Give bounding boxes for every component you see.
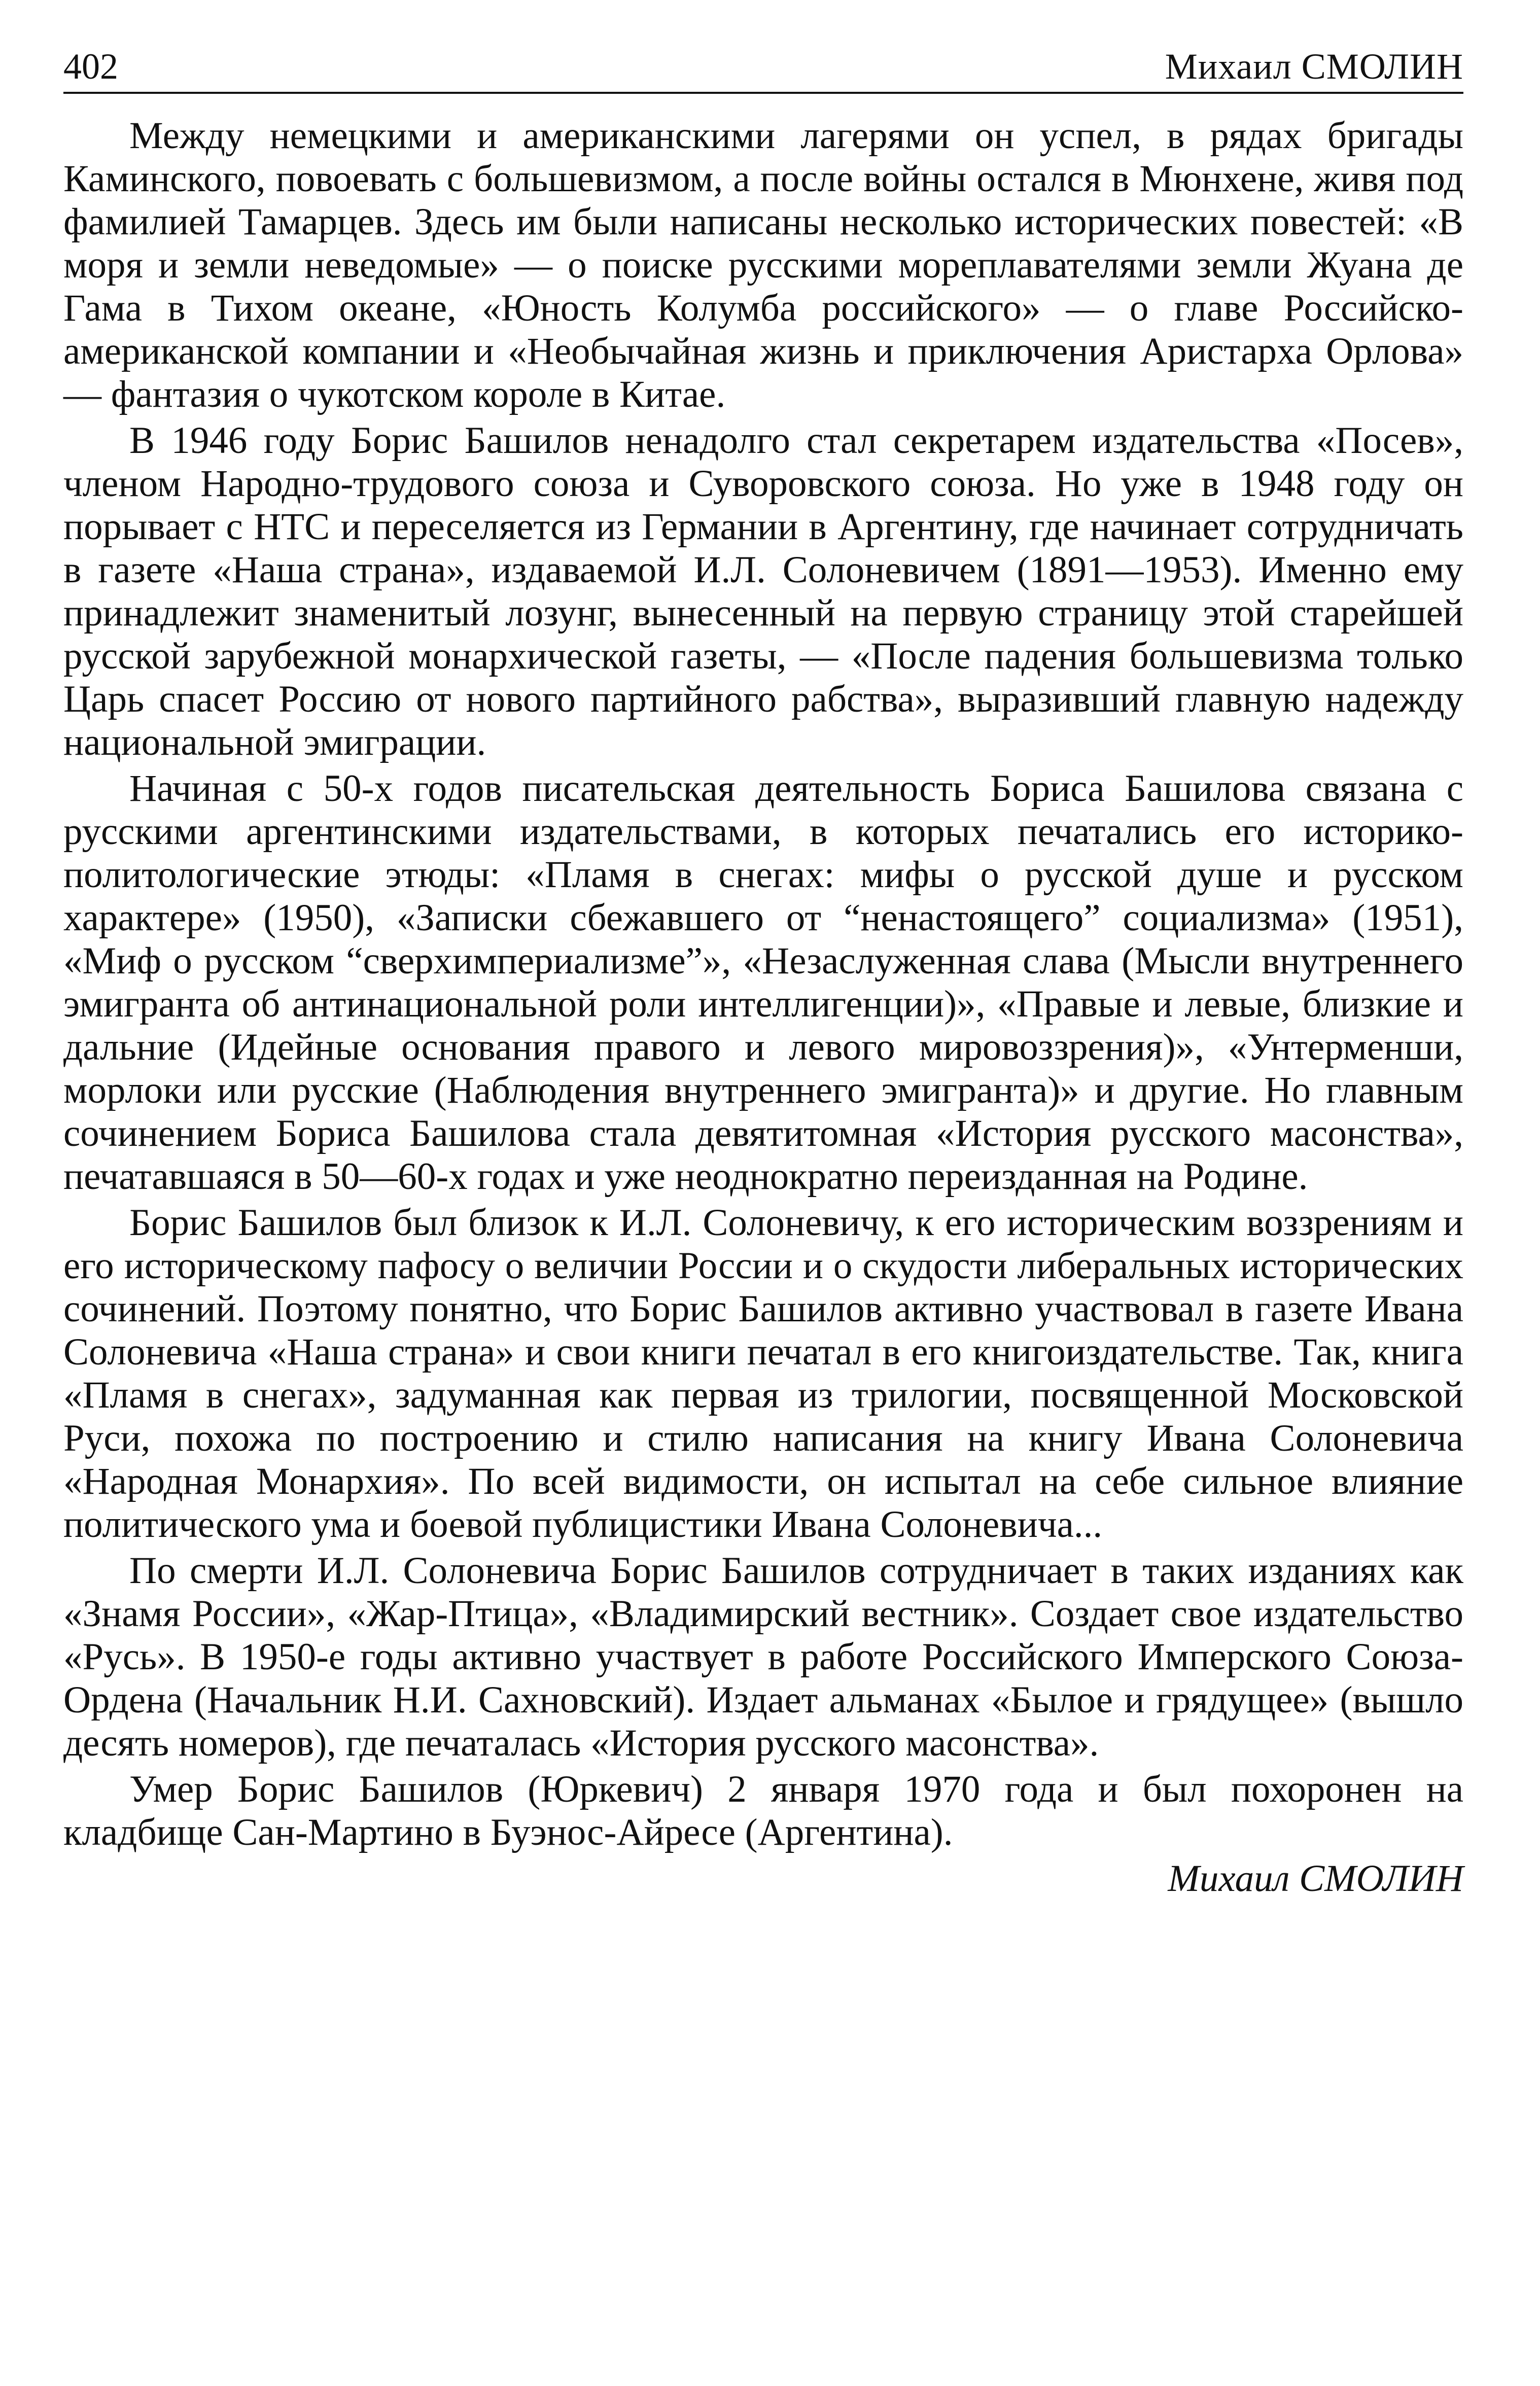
paragraph: Начиная с 50-х годов писательская деятельность Бориса Башилова связана с русскими аргентинскими издательствами, в которых печатались его историко-политологические этюды: «Пламя в снегах: мифы о русской душе и русском характере» (1950), «Записки сбежавшего от “ненастоящего” социализма» (1951), «Миф о русском “сверхимпериализме”», «Незаслуженная слава (Мысли внутреннего эмигранта об антинациональной роли интеллигенции)», «Правые и левые, близкие и дальние (Идейные основания правого и левого мировоззрения)», «Унтерменши, морлоки или русские (Наблюдения внутреннего эмигранта)» и другие. Но главным сочинением Бориса Башилова стала девятитомная «История русского масонства», печатавшаяся в 50—60-х годах и уже неоднократно переизданная на Родине.	[63, 767, 1463, 1198]
paragraph: Борис Башилов был близок к И.Л. Солоневичу, к его историческим воззрениям и его историческому пафосу о величии России и о скудости либеральных исторических сочинений. Поэтому понятно, что Борис Башилов активно участвовал в газете Ивана Солоневича «Наша страна» и свои книги печатал в его книгоиздательстве. Так, книга «Пламя в снегах», задуманная как первая из трилогии, посвященной Московской Руси, похожа по построению и стилю написания на книгу Ивана Солоневича «Народная Монархия». По всей видимости, он испытал на себе сильное влияние политического ума и боевой публицистики Ивана Солоневича...	[63, 1202, 1463, 1546]
author-signature: Михаил СМОЛИН	[1168, 1857, 1463, 1900]
paragraph: По смерти И.Л. Солоневича Борис Башилов сотрудничает в таких изданиях как «Знамя России», «Жар-Птица», «Владимирский вестник». Создает свое издательство «Русь». В 1950-е годы активно участвует в работе Российского Имперского Союза-Ордена (Начальник Н.И. Сахновский). Издает альманах «Былое и грядущее» (вышло десять номеров), где печаталась «История русского масонства».	[63, 1550, 1463, 1764]
running-header-author: Михаил СМОЛИН	[1165, 46, 1463, 87]
book-page	[63, 48, 1463, 1900]
body-text	[63, 114, 1463, 1854]
paragraph: В 1946 году Борис Башилов ненадолго стал секретарем издательства «Посев», членом Народно-трудового союза и Суворовского союза. Но уже в 1948 году он порывает с НТС и переселяется из Германии в Аргентину, где начинает сотрудничать в газете «Наша страна», издаваемой И.Л. Солоневичем (1891—1953). Именно ему принадлежит знаменитый лозунг, вынесенный на первую страницу этой старейшей русской зарубежной монархической газеты, — «После падения большевизма только Царь спасет Россию от нового партийного рабства», выразивший главную надежду национальной эмиграции.	[63, 419, 1463, 763]
running-header	[63, 48, 1463, 94]
paragraph: Умер Борис Башилов (Юркевич) 2 января 1970 года и был похоронен на кладбище Сан-Мартино в Буэнос-Айресе (Аргентина).	[63, 1768, 1463, 1853]
paragraph: Между немецкими и американскими лагерями он успел, в рядах бригады Каминского, повоевать с большевизмом, а после войны остался в Мюнхене, живя под фамилией Тамарцев. Здесь им были написаны несколько исторических повестей: «В моря и земли неведомые» — о поиске русскими мореплавателями земли Жуана де Гама в Тихом океане, «Юность Колумба российского» — о главе Российско-американской компании и «Необычайная жизнь и приключения Аристарха Орлова» — фантазия о чукотском короле в Китае.	[63, 115, 1463, 415]
page-number: 402	[63, 46, 118, 87]
